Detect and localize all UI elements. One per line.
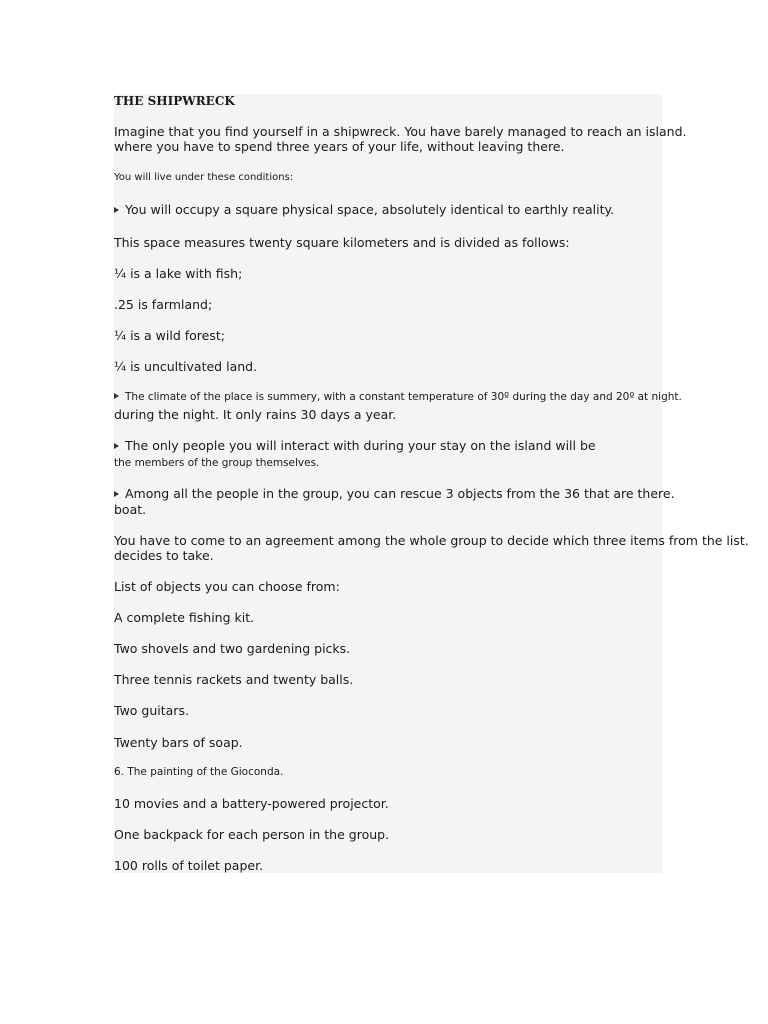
list-label: List of objects you can choose from: — [114, 579, 340, 594]
object-item-5: Twenty bars of soap. — [114, 735, 243, 750]
bullet-icon — [114, 207, 119, 213]
division-uncultivated: ¼ is uncultivated land. — [114, 359, 258, 374]
object-item-3: Three tennis rackets and twenty balls. — [114, 672, 354, 687]
intro-line-1: Imagine that you find yourself in a shipwreck. You have barely managed to reach an island. — [114, 124, 687, 139]
rescue-line-2: boat. — [114, 502, 147, 517]
people-line-1 — [114, 438, 596, 453]
division-farmland: .25 is farmland; — [114, 297, 213, 312]
bullet-icon — [114, 491, 119, 497]
condition-1-text: You will occupy a square physical space, absolutely identical to earthly reality. — [125, 202, 615, 217]
conditions-label: You will live under these conditions: — [114, 172, 294, 183]
rescue-line-1 — [114, 486, 675, 501]
people-line-2: the members of the group themselves. — [114, 457, 320, 469]
climate-line-1 — [114, 390, 682, 405]
object-item-6: 6. The painting of the Gioconda. — [114, 766, 284, 778]
climate-line-2: during the night. It only rains 30 days a year. — [114, 407, 397, 422]
document-title: THE SHIPWRECK — [114, 94, 235, 108]
object-item-9: 100 rolls of toilet paper. — [114, 858, 264, 873]
object-item-4: Two guitars. — [114, 703, 189, 718]
object-item-7: 10 movies and a battery-powered projector. — [114, 796, 389, 811]
space-description: This space measures twenty square kilometers and is divided as follows: — [114, 235, 570, 250]
bullet-icon — [114, 393, 119, 399]
division-lake: ¼ is a lake with fish; — [114, 266, 243, 281]
agreement-line-1: You have to come to an agreement among the whole group to decide which three items from the list. — [114, 533, 749, 548]
rescue-line-1-text: Among all the people in the group, you can rescue 3 objects from the 36 that are there. — [125, 486, 675, 501]
climate-line-1-text: The climate of the place is summery, with a constant temperature of 30º during the day and 20º at night. — [125, 391, 682, 403]
intro-line-2: where you have to spend three years of your life, without leaving there. — [114, 139, 565, 154]
object-item-2: Two shovels and two gardening picks. — [114, 641, 351, 656]
object-item-1: A complete fishing kit. — [114, 610, 255, 625]
people-line-1-text: The only people you will interact with during your stay on the island will be — [125, 438, 596, 453]
bullet-icon — [114, 443, 119, 449]
division-forest: ¼ is a wild forest; — [114, 328, 225, 343]
agreement-line-2: decides to take. — [114, 548, 214, 563]
condition-1 — [114, 202, 614, 217]
object-item-8: One backpack for each person in the group. — [114, 827, 390, 842]
